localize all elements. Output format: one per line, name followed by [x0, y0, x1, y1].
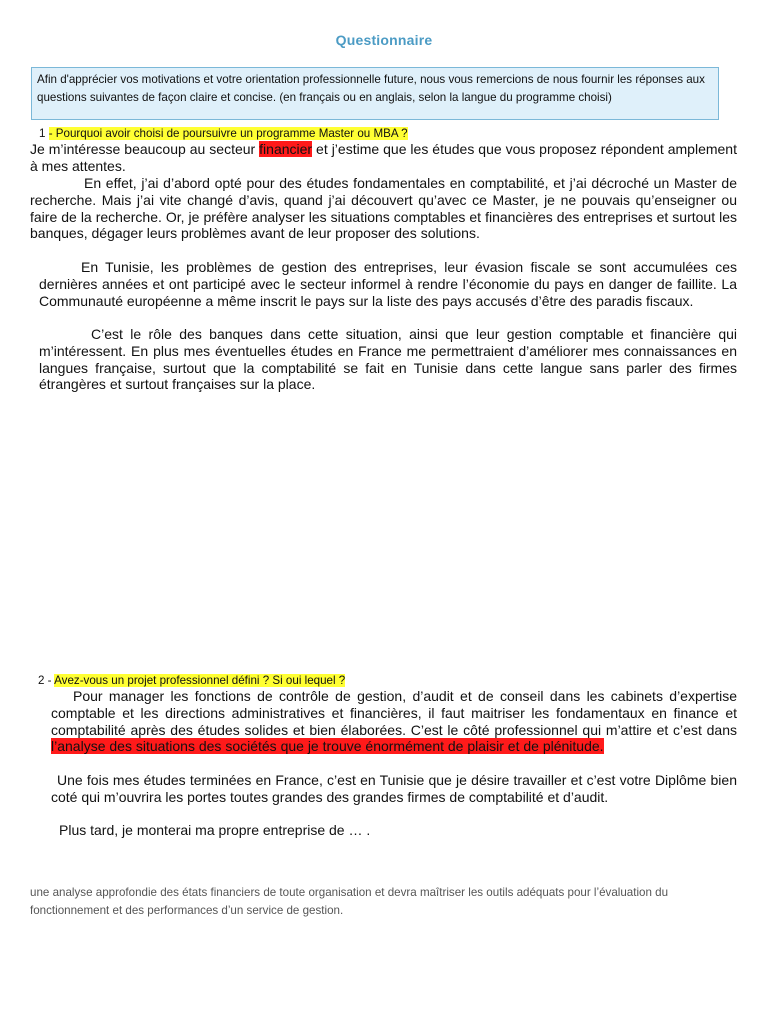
answer-2-paragraph-3: Plus tard, je monterai ma propre entreprise de … . [59, 822, 371, 838]
page-title: Questionnaire [335, 32, 433, 48]
question-2 [38, 674, 345, 688]
answer-1-p1-after: et j’estime que les études que vous proposez répondent amplement à mes attentes. [30, 141, 737, 174]
answer-1-paragraph-2: En effet, j’ai d’abord opté pour des études fondamentales en comptabilité, et j’ai décroché un Master de recherche. Mais j’ai vite changé d’avis, quand j’ai découvert qu’avec ce Master, je ne pouvais qu’enseigner ou faire de la recherche. Or, je préfère analyser les situations comptables et financières des entreprises et surtout les banques, dégager leurs problèmes avant de leur proposer des solutions. [30, 175, 737, 242]
answer-2-p1-highlight: l’analyse des situations des sociétés que je trouve énormément de plaisir et de plénitude. [51, 738, 604, 755]
footer-text: une analyse approfondie des états financiers de toute organisation et devra maîtriser les outils adéquats pour l’évaluation du fonctionnement et des performances d’un service de gestion. [30, 886, 669, 917]
answer-2-paragraph-2: Une fois mes études terminées en France, c’est en Tunisie que je désire travailler et c’est votre Diplôme bien coté qui m’ouvrira les portes toutes grandes des grandes firmes de comptabilité et d’audit. [51, 772, 737, 805]
answer-2-p1-before: Pour manager les fonctions de contrôle de gestion, d’audit et de conseil dans les cabinets d’expertise comptable et les directions administratives et financières, il faut maitriser les fondamentaux en finance et comptabilité après des études solides et bien élaborées. C’est le côté professionnel qui m’attire et c’est dans [51, 688, 737, 738]
intro-box: Afin d'apprécier vos motivations et votre orientation professionnelle future, nous vous remercions de nous fournir les réponses aux questions suivantes de façon claire et concise. (en français ou en anglais, selon la langue du programme choisi) [31, 67, 719, 120]
answer-1-paragraph-1 [30, 141, 737, 175]
question-2-number: 2 - [38, 674, 52, 687]
question-1-text: - Pourquoi avoir choisi de poursuivre un programme Master ou MBA ? [48, 127, 408, 140]
question-1 [39, 127, 408, 141]
answer-1-p1-before: Je m’intéresse beaucoup au secteur [30, 141, 260, 157]
answer-2-paragraph-1 [51, 688, 737, 755]
question-2-text: Avez-vous un projet professionnel défini ? Si oui lequel ? [54, 674, 346, 687]
question-1-number: 1 [39, 127, 46, 140]
answer-1-p1-highlight: financier [259, 141, 313, 157]
answer-1-paragraph-3: En Tunisie, les problèmes de gestion des entreprises, leur évasion fiscale se sont accumulées ces dernières années et ont participé avec le secteur informel à rendre l’économie du pays en danger de faillite. La Communauté européenne a même inscrit le pays sur la liste des pays accusés d’être des paradis fiscaux. [39, 259, 737, 309]
answer-1-paragraph-4: C’est le rôle des banques dans cette situation, ainsi que leur gestion comptable et financière qui m’intéressent. En plus mes éventuelles études en France me permettraient d’améliorer mes connaissances en langues française, surtout que la comptabilité se fait en Tunisie dans cette langue sans parler des firmes étrangères et surtout françaises sur la place. [39, 326, 737, 393]
